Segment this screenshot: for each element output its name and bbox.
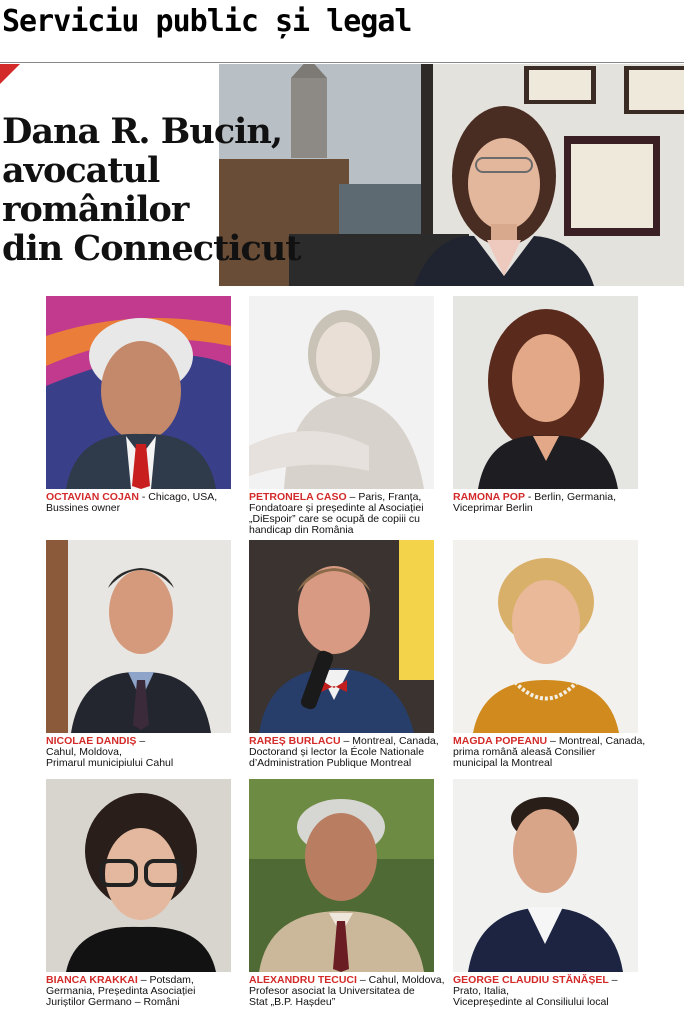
caption-alexandru-tecuci xyxy=(249,974,445,1008)
caption-separator: - xyxy=(524,491,535,503)
caption-line: Paris, Franța, xyxy=(358,491,422,503)
portrait-george-claudiu-stanasel xyxy=(453,779,638,972)
profile-rares-burlacu xyxy=(249,540,439,769)
caption-separator: – xyxy=(340,735,353,747)
portrait-ramona-pop xyxy=(453,296,638,489)
profile-bianca-krakkai xyxy=(46,779,231,1008)
portrait-magda-popeanu xyxy=(453,540,638,733)
caption-line: Montreal, Canada, xyxy=(352,735,439,747)
portrait-octavian-cojan xyxy=(46,296,231,489)
caption-magda-popeanu xyxy=(453,735,646,769)
portrait-nicolae-dandis xyxy=(46,540,231,733)
caption-line: municipal la Montreal xyxy=(453,757,553,769)
caption-bianca-krakkai xyxy=(46,975,231,1008)
caption-line: d’Administration Publique Montreal xyxy=(249,757,412,769)
hero-title-line-4: din Connecticut xyxy=(2,228,301,269)
section-title: Serviciu public și legal xyxy=(2,4,412,39)
caption-separator: – xyxy=(137,974,150,986)
caption-line: Bussines owner xyxy=(46,502,121,514)
person-name: MAGDA POPEANU xyxy=(453,735,548,747)
profile-nicolae-dandis xyxy=(46,540,231,769)
person-name: RAMONA POP xyxy=(453,491,525,503)
caption-separator: - xyxy=(138,491,149,503)
caption-line: Profesor asociat la Universitatea de xyxy=(249,985,415,997)
profile-alexandru-tecuci xyxy=(249,779,445,1008)
caption-line: „DiEspoir” care se ocupă de copiii cu xyxy=(249,513,420,525)
person-name: BIANCA KRAKKAI xyxy=(46,974,138,986)
person-name: GEORGE CLAUDIU STĂNĂȘEL xyxy=(453,974,609,986)
person-name: RAREȘ BURLACU xyxy=(249,735,341,747)
caption-separator: – xyxy=(608,974,618,986)
caption-line: Germania, Președinta Asociației xyxy=(46,985,196,997)
caption-line: Doctorand și lector la École Nationale xyxy=(249,746,425,758)
person-name: ALEXANDRU TECUCI xyxy=(249,974,357,986)
caption-line: Chicago, USA, xyxy=(148,491,218,503)
caption-george-claudiu-stanasel xyxy=(453,975,638,1008)
caption-separator: – xyxy=(356,974,369,986)
caption-ramona-pop xyxy=(453,492,638,514)
caption-line: Montreal, Canada, xyxy=(558,735,646,747)
portrait-bianca-krakkai xyxy=(46,779,231,972)
caption-separator: – xyxy=(547,735,559,747)
caption-line: Stat „B.P. Hașdeu” xyxy=(249,996,336,1008)
caption-line: Viceprimar Berlin xyxy=(453,502,533,514)
caption-line: Potsdam, xyxy=(149,974,194,986)
caption-separator: – xyxy=(136,735,146,747)
red-corner-accent xyxy=(0,64,20,84)
caption-line: Primarul municipiului Cahul xyxy=(46,757,174,769)
profile-petronela-caso xyxy=(249,296,434,536)
person-name: OCTAVIAN COJAN xyxy=(46,491,139,503)
portrait-rares-burlacu xyxy=(249,540,434,733)
person-name: NICOLAE DANDIȘ xyxy=(46,735,137,747)
caption-line: prima română aleasă Consilier xyxy=(453,746,596,758)
caption-line: handicap din România xyxy=(249,524,354,536)
hero-title-line-2: avocatul xyxy=(2,150,160,191)
hero-title-line-1: Dana R. Bucin, xyxy=(2,111,283,152)
caption-petronela-caso xyxy=(249,492,434,536)
caption-line: Berlin, Germania, xyxy=(534,491,616,503)
portrait-alexandru-tecuci xyxy=(249,779,434,972)
profile-ramona-pop xyxy=(453,296,638,514)
profile-octavian-cojan xyxy=(46,296,231,514)
caption-separator: – xyxy=(346,491,359,503)
caption-line: Juriștilor Germano – Români xyxy=(46,996,180,1008)
caption-octavian-cojan xyxy=(46,492,231,514)
caption-line: Cahul, Moldova, xyxy=(46,746,122,758)
profile-george-claudiu-stanasel xyxy=(453,779,638,1008)
caption-line: Vicepreședinte al Consiliului local xyxy=(453,996,609,1008)
person-name: PETRONELA CASO xyxy=(249,491,347,503)
header-rule xyxy=(0,62,684,63)
caption-line: Cahul, Moldova, xyxy=(368,974,445,986)
profile-magda-popeanu xyxy=(453,540,646,769)
caption-line: Prato, Italia, xyxy=(453,985,510,997)
caption-rares-burlacu xyxy=(249,735,439,769)
hero-title-line-3: românilor xyxy=(2,189,189,230)
caption-line: Fondatoare și președinte al Asociației xyxy=(249,502,424,514)
caption-nicolae-dandis xyxy=(46,736,231,769)
hero-title xyxy=(2,112,300,268)
portrait-petronela-caso xyxy=(249,296,434,489)
